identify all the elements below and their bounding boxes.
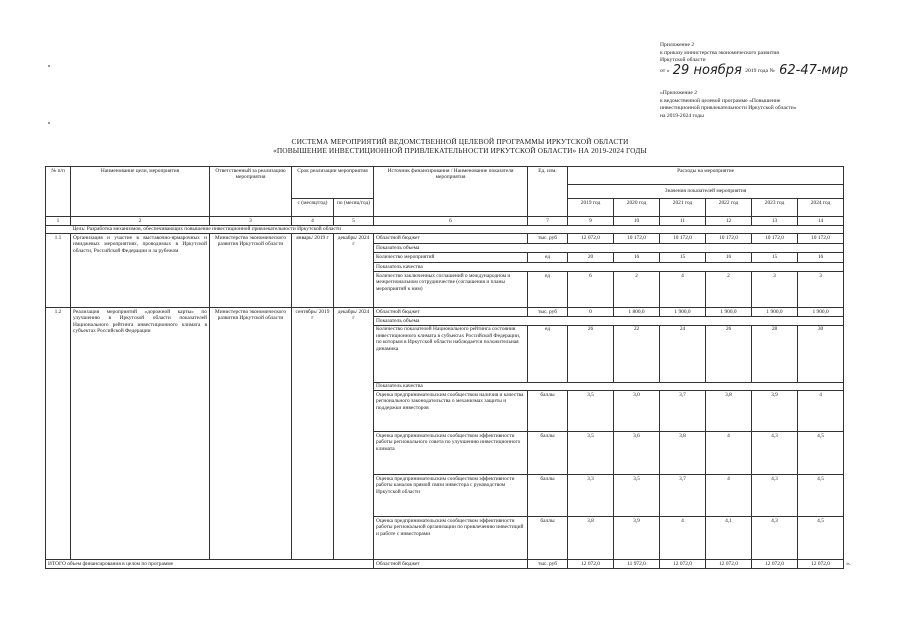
year-value: 4,3 [752, 517, 798, 560]
column-number: 10 [614, 217, 660, 226]
indicator-unit: ед [528, 272, 568, 308]
indicator-unit: тыс. руб [528, 234, 568, 244]
program-line: на 2019-2024 годы [660, 112, 704, 119]
year-value: 3 [798, 272, 844, 308]
year-value: 6 [568, 272, 614, 308]
indicator-label: Оценка предпринимательским сообществом эффективности работы регионального совета по улучшению инвестиционного климата [374, 432, 528, 475]
column-number: 7 [528, 217, 568, 226]
year-value: 30 [798, 325, 844, 382]
year-value: 4 [706, 432, 752, 475]
scan-speck [48, 122, 50, 124]
year-value: 15 [660, 253, 706, 263]
program-line: к ведомственной целевой программе «Повышение [660, 97, 781, 104]
year-header: 2023 год [752, 199, 798, 217]
goal-row: Цель: Разработка механизмов, обеспечивающих повышение инвестиционной привлекательности Иркутской области [71, 225, 844, 234]
year-value: 3,8 [568, 517, 614, 560]
item-number: 1.1 [46, 234, 71, 308]
column-number: 12 [706, 217, 752, 226]
closing-quote: ». [846, 561, 851, 568]
column-number: 1 [46, 217, 71, 226]
year-value: 2 [706, 272, 752, 308]
year-value: 1 900,0 [660, 308, 706, 317]
year-value: 2 [614, 272, 660, 308]
indicator-label: Оценка предпринимательским сообществом эффективности работы каналов прямой связи инвестора с руководством Иркутской области [374, 475, 528, 517]
year-value: 1 900,0 [798, 308, 844, 317]
col-indicators-header: Значения показателей мероприятия [568, 185, 844, 199]
year-value: 10 172,0 [706, 234, 752, 244]
title-line: «ПОВЫШЕНИЕ ИНВЕСТИЦИОННОЙ ПРИВЛЕКАТЕЛЬНОСТИ ИРКУТСКОЙ ОБЛАСТИ» НА 2019-2024 ГОДЫ [273, 146, 647, 155]
year-value: 0 [568, 308, 614, 317]
total-value: 12 072,0 [706, 560, 752, 569]
indicator-unit: баллы [528, 517, 568, 560]
indicator-section-label: Показатель качества [374, 382, 844, 391]
indicator-label: Областной бюджет [374, 234, 528, 244]
item-row [46, 308, 844, 317]
item-start: сентябрь/ 2019 г [292, 308, 334, 560]
year-value: 4,5 [798, 517, 844, 560]
year-value: 12 072,0 [568, 234, 614, 244]
indicator-label: Оценка предпринимательским сообществом эффективности работы региональной организации по привлечению инвестиций и работе с инвесторами [374, 517, 528, 560]
year-value: 3,5 [568, 391, 614, 432]
program-appendix-header [660, 90, 890, 120]
item-number: 1.2 [46, 308, 71, 560]
indicator-unit: ед [528, 253, 568, 263]
year-value: 3,5 [568, 432, 614, 475]
total-value: 12 072,0 [660, 560, 706, 569]
appendix-line: к приказу министерства экономического развития [660, 49, 779, 56]
col-resp-header: Ответственный за реализацию мероприятия [210, 167, 292, 217]
indicator-section-label: Показатель качества [374, 263, 844, 272]
year-header: 2022 год [706, 199, 752, 217]
year-value: 3,9 [752, 391, 798, 432]
col-expenses-header: Расходы на мероприятие [568, 167, 844, 185]
year-value: 3,8 [660, 432, 706, 475]
col-to-header: по (месяц/год) [334, 199, 374, 217]
item-end: декабрь/ 2024 г [334, 308, 374, 560]
year-header: 2020 год [614, 199, 660, 217]
year-value: 16 [798, 253, 844, 263]
indicator-label: Оценка предпринимательским сообществом наличия и качества регионального законодательства о механизмах защиты и поддержки инвесторов [374, 391, 528, 432]
title-line: СИСТЕМА МЕРОПРИЯТИЙ ВЕДОМСТВЕННОЙ ЦЕЛЕВОЙ ПРОГРАММЫ ИРКУТСКОЙ ОБЛАСТИ [291, 137, 629, 146]
year-value: 1 800,0 [614, 308, 660, 317]
year-value: 10 172,0 [660, 234, 706, 244]
indicator-label: Количество мероприятий [374, 253, 528, 263]
indicator-section-label: Показатель объема [374, 244, 844, 253]
appendix-line: Приложение 2 [660, 42, 695, 48]
year-value: 3,3 [568, 475, 614, 517]
total-value: 12 072,0 [752, 560, 798, 569]
year-value: 28 [752, 325, 798, 382]
year-value: 3 [752, 272, 798, 308]
column-number: 4 [292, 217, 334, 226]
appendix-date-line [660, 62, 890, 78]
year-value: 15 [752, 253, 798, 263]
column-number: 2 [71, 217, 210, 226]
year-value: 10 172,0 [752, 234, 798, 244]
column-number: 9 [568, 217, 614, 226]
item-responsible: Министерство экономического развития Иркутской области [210, 234, 292, 308]
year-value: 3,7 [660, 475, 706, 517]
column-number: 5 [334, 217, 374, 226]
year-value: 3,8 [706, 391, 752, 432]
total-row [46, 560, 844, 569]
item-start: январь/ 2019 г [292, 234, 334, 308]
date-year: 2019 года № [745, 67, 775, 74]
date-prefix: от « [660, 67, 670, 74]
col-unit-header: Ед. изм. [528, 167, 568, 217]
total-value: 12 072,0 [798, 560, 844, 569]
year-header: 2019 год [568, 199, 614, 217]
column-number: 6 [374, 217, 528, 226]
document-title [150, 137, 770, 155]
indicator-unit: баллы [528, 475, 568, 517]
year-value: 20 [568, 253, 614, 263]
indicator-section-label: Показатель объема [374, 317, 844, 326]
year-value: 3,6 [614, 432, 660, 475]
item-name: Реализация мероприятий «дорожной карты» по улучшению в Иркутской области показателей Национального рейтинга инвестиционного климата в субъектах Российской Федерации [71, 308, 210, 560]
year-value: 10 172,0 [798, 234, 844, 244]
col-term-header: Срок реализации мероприятия [292, 167, 374, 199]
year-value: 26 [568, 325, 614, 382]
year-value: 16 [706, 253, 752, 263]
col-name-header: Наименование цели, мероприятия [71, 167, 210, 217]
item-name: Организация и участие в выставочно-ярмарочных и имиджевых мероприятиях, проводимых в Иркутской области, Российской Федерации и за рубежом [71, 234, 210, 308]
year-value: 3,5 [614, 475, 660, 517]
year-value: 3,7 [660, 391, 706, 432]
year-value: 4 [660, 517, 706, 560]
appendix-header [660, 42, 890, 78]
total-label: ИТОГО объем финансирования в целом по программе [46, 560, 374, 569]
item-end: декабрь/ 2024 г [334, 234, 374, 308]
column-number: 14 [798, 217, 844, 226]
year-value: 4,5 [798, 475, 844, 517]
year-value: 22 [614, 325, 660, 382]
handwritten-number: 62-47-мир [779, 62, 849, 78]
appendix-line: Иркутской области [660, 57, 706, 64]
col-num-header: № п/п [46, 167, 71, 217]
total-unit: тыс. руб [528, 560, 568, 569]
indicator-unit: тыс. руб [528, 308, 568, 317]
goal-row-spacer [46, 225, 71, 234]
handwritten-date: 29 ноября [672, 62, 742, 78]
indicator-unit: ед [528, 325, 568, 382]
year-value: 4 [798, 391, 844, 432]
measures-table [45, 166, 844, 569]
year-value: 1 900,0 [752, 308, 798, 317]
item-responsible: Министерство экономического развития Иркутской области [210, 308, 292, 560]
year-value: 26 [706, 325, 752, 382]
total-value: 12 072,0 [568, 560, 614, 569]
column-numbers-row [46, 217, 844, 226]
year-value: 3,0 [614, 391, 660, 432]
indicator-unit: баллы [528, 391, 568, 432]
year-value: 3,9 [614, 517, 660, 560]
program-line: инвестиционной привлекательности Иркутской области» [660, 105, 797, 112]
year-value: 4,3 [752, 432, 798, 475]
year-value: 1 900,0 [706, 308, 752, 317]
program-line: «Приложение 2 [660, 90, 698, 96]
column-number: 3 [210, 217, 292, 226]
year-value: 10 172,0 [614, 234, 660, 244]
column-number: 11 [660, 217, 706, 226]
year-value: 24 [660, 325, 706, 382]
indicator-label: Количество заключенных соглашений о международном и межрегиональном сотрудничестве (соглашения и планы мероприятий к ним) [374, 272, 528, 308]
scan-speck [48, 65, 50, 67]
indicator-unit: баллы [528, 432, 568, 475]
year-value: 4,1 [706, 517, 752, 560]
year-value: 16 [614, 253, 660, 263]
year-value: 4 [660, 272, 706, 308]
col-source-header: Источник финансирования / Наименование показателя мероприятия [374, 167, 528, 217]
year-header: 2021 год [660, 199, 706, 217]
total-source: Областной бюджет [374, 560, 528, 569]
year-value: 4,5 [798, 432, 844, 475]
col-from-header: с (месяц/год) [292, 199, 334, 217]
indicator-label: Количество показателей Национального рейтинга состояния инвестиционного климата в субъектах Российской Федерации, по которым в Иркутской области наблюдается положительная динамика [374, 325, 528, 382]
year-value: 4,3 [752, 475, 798, 517]
year-value: 4 [706, 475, 752, 517]
total-value: 11 972,0 [614, 560, 660, 569]
column-number: 13 [752, 217, 798, 226]
item-row [46, 234, 844, 244]
indicator-label: Областной бюджет [374, 308, 528, 317]
year-header: 2024 год [798, 199, 844, 217]
